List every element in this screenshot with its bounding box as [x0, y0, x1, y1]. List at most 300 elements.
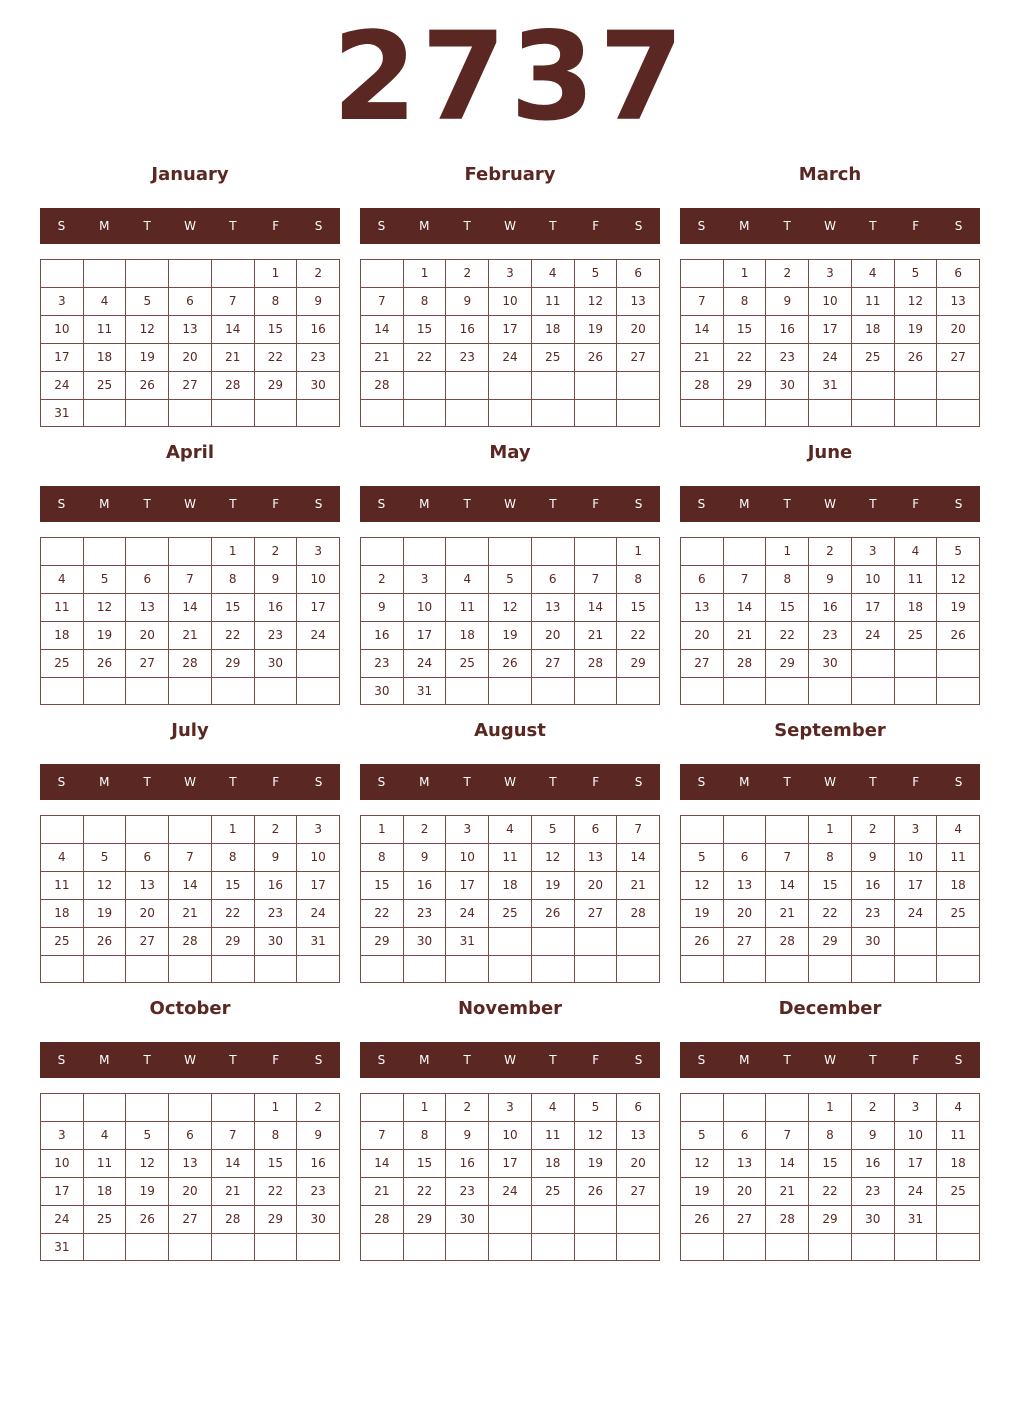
day-cell: 24	[296, 621, 339, 649]
empty-day-cell	[403, 537, 446, 565]
day-cell: 1	[360, 815, 403, 843]
empty-day-cell	[83, 1233, 126, 1261]
day-cell: 31	[808, 371, 851, 399]
weekday-label: W	[504, 219, 516, 233]
weekday-label: S	[377, 219, 386, 233]
day-cell: 29	[403, 1205, 446, 1233]
day-cell: 8	[211, 843, 254, 871]
empty-day-cell	[531, 677, 574, 705]
day-cell: 2	[254, 815, 297, 843]
weekday-label: S	[954, 1053, 963, 1067]
day-cell: 11	[894, 565, 937, 593]
day-cell: 2	[851, 815, 894, 843]
empty-day-cell	[360, 955, 403, 982]
empty-day-cell	[254, 1233, 297, 1261]
day-cell: 29	[211, 649, 254, 677]
day-cell: 21	[765, 899, 808, 927]
day-cell: 30	[765, 371, 808, 399]
weekday-label: M	[99, 497, 110, 511]
month-title: February	[464, 164, 556, 185]
empty-day-cell	[40, 955, 83, 982]
day-cell: 20	[723, 1177, 766, 1205]
weekday-header	[360, 1042, 660, 1078]
empty-day-cell	[894, 399, 937, 426]
day-cell: 2	[851, 1093, 894, 1121]
day-cell: 3	[403, 565, 446, 593]
empty-day-cell	[723, 537, 766, 565]
empty-day-cell	[531, 955, 574, 982]
day-cell: 24	[894, 899, 937, 927]
day-cell: 15	[723, 315, 766, 343]
day-cell: 20	[936, 315, 979, 343]
day-cell: 22	[403, 1177, 446, 1205]
weekday-label: W	[504, 497, 516, 511]
weekday-label: F	[912, 497, 920, 511]
empty-day-cell	[680, 1233, 723, 1260]
day-cell: 9	[403, 843, 446, 871]
month-title: November	[457, 998, 563, 1019]
day-cell: 5	[894, 259, 937, 287]
day-cell: 12	[125, 1149, 168, 1177]
weekday-label: T	[783, 219, 791, 233]
day-cell: 20	[680, 621, 723, 649]
day-cell: 7	[360, 287, 403, 315]
day-cell: 26	[125, 1205, 168, 1233]
day-cell: 17	[488, 1149, 531, 1177]
empty-day-cell	[254, 399, 297, 427]
day-cell: 12	[488, 593, 531, 621]
empty-day-cell	[616, 677, 659, 705]
weekday-label: S	[697, 1053, 706, 1067]
day-cell: 9	[360, 593, 403, 621]
empty-day-cell	[680, 815, 723, 843]
empty-day-cell	[488, 927, 531, 955]
empty-day-cell	[488, 537, 531, 565]
day-cell: 6	[574, 815, 617, 843]
empty-day-cell	[125, 1233, 168, 1261]
empty-day-cell	[680, 399, 723, 426]
day-cell: 31	[296, 927, 339, 955]
empty-day-cell	[808, 1233, 851, 1260]
weekday-label: T	[869, 1053, 877, 1067]
day-cell: 11	[531, 1121, 574, 1149]
day-cell: 8	[723, 287, 766, 315]
day-cell: 10	[296, 843, 339, 871]
day-cell: 16	[403, 871, 446, 899]
day-cell: 25	[488, 899, 531, 927]
day-cell: 5	[680, 843, 723, 871]
day-cell: 17	[808, 315, 851, 343]
day-cell: 18	[445, 621, 488, 649]
day-cell: 31	[40, 399, 83, 427]
empty-day-cell	[765, 1233, 808, 1260]
weekday-header	[40, 486, 340, 522]
day-cell: 11	[40, 871, 83, 899]
day-cell: 26	[936, 621, 979, 649]
weekday-label: S	[377, 1053, 386, 1067]
day-cell: 21	[680, 343, 723, 371]
empty-day-cell	[808, 677, 851, 704]
empty-day-cell	[168, 399, 211, 427]
weekday-label: F	[272, 1053, 280, 1067]
day-cell: 9	[445, 287, 488, 315]
day-cell: 15	[808, 1149, 851, 1177]
day-cell: 3	[445, 815, 488, 843]
day-cell: 17	[488, 315, 531, 343]
day-cell: 7	[765, 843, 808, 871]
empty-day-cell	[936, 677, 979, 704]
day-cell: 8	[765, 565, 808, 593]
weekday-label: M	[739, 219, 750, 233]
day-cell: 14	[765, 1149, 808, 1177]
empty-day-cell	[723, 1233, 766, 1260]
day-cell: 12	[680, 1149, 723, 1177]
day-cell: 16	[851, 871, 894, 899]
day-cell: 17	[40, 1177, 83, 1205]
empty-day-cell	[296, 649, 339, 677]
weekday-label: T	[229, 497, 237, 511]
month-title: January	[151, 164, 229, 185]
day-cell: 30	[296, 371, 339, 399]
weekday-label: T	[463, 775, 471, 789]
day-cell: 25	[936, 899, 979, 927]
day-cell: 12	[531, 843, 574, 871]
day-cell: 31	[40, 1233, 83, 1261]
day-cell: 19	[125, 1177, 168, 1205]
day-cell: 7	[211, 1121, 254, 1149]
day-cell: 19	[83, 899, 126, 927]
empty-day-cell	[125, 259, 168, 287]
day-cell: 7	[360, 1121, 403, 1149]
day-cell: 13	[936, 287, 979, 315]
day-cell: 20	[723, 899, 766, 927]
empty-day-cell	[125, 399, 168, 427]
empty-day-cell	[894, 927, 937, 955]
day-cell: 25	[531, 343, 574, 371]
weekday-label: M	[419, 219, 430, 233]
day-cell: 8	[254, 1121, 297, 1149]
day-cell: 24	[851, 621, 894, 649]
day-cell: 13	[168, 1149, 211, 1177]
weekday-label: S	[634, 1053, 643, 1067]
empty-day-cell	[168, 1093, 211, 1121]
empty-day-cell	[680, 1093, 723, 1121]
day-cell: 24	[488, 1177, 531, 1205]
weekday-label: T	[463, 1053, 471, 1067]
empty-day-cell	[851, 1233, 894, 1260]
empty-day-cell	[894, 1233, 937, 1260]
empty-day-cell	[445, 955, 488, 982]
day-cell: 19	[680, 1177, 723, 1205]
empty-day-cell	[765, 677, 808, 704]
day-cell: 2	[360, 565, 403, 593]
month-title: March	[798, 164, 862, 185]
day-cell: 10	[488, 287, 531, 315]
day-cell: 19	[531, 871, 574, 899]
day-cell: 10	[894, 843, 937, 871]
empty-day-cell	[616, 399, 659, 426]
weekday-label: W	[504, 1053, 516, 1067]
empty-day-cell	[40, 815, 83, 843]
day-cell: 24	[40, 1205, 83, 1233]
day-cell: 12	[894, 287, 937, 315]
day-cell: 19	[894, 315, 937, 343]
day-cell: 13	[616, 287, 659, 315]
weekday-label: F	[272, 775, 280, 789]
empty-day-cell	[616, 955, 659, 982]
day-cell: 17	[894, 1149, 937, 1177]
empty-day-cell	[211, 955, 254, 982]
day-cell: 19	[125, 343, 168, 371]
day-cell: 18	[488, 871, 531, 899]
empty-day-cell	[851, 955, 894, 982]
day-cell: 28	[168, 927, 211, 955]
empty-day-cell	[851, 677, 894, 704]
day-cell: 18	[936, 1149, 979, 1177]
day-cell: 13	[574, 843, 617, 871]
day-cell: 3	[894, 815, 937, 843]
day-cell: 22	[360, 899, 403, 927]
day-cell: 30	[360, 677, 403, 705]
day-cell: 28	[360, 371, 403, 399]
day-cell: 29	[616, 649, 659, 677]
weekday-label: S	[314, 219, 323, 233]
weekday-label: T	[869, 775, 877, 789]
empty-day-cell	[680, 677, 723, 704]
day-cell: 3	[296, 815, 339, 843]
weekday-label: S	[57, 219, 66, 233]
day-cell: 4	[445, 565, 488, 593]
day-cell: 23	[296, 343, 339, 371]
day-cell: 12	[574, 1121, 617, 1149]
day-cell: 22	[808, 1177, 851, 1205]
day-cell: 23	[254, 899, 297, 927]
weekday-label: S	[57, 775, 66, 789]
empty-day-cell	[936, 371, 979, 399]
day-cell: 18	[40, 621, 83, 649]
empty-day-cell	[83, 259, 126, 287]
empty-day-cell	[211, 1233, 254, 1261]
day-cell: 21	[616, 871, 659, 899]
day-cell: 4	[83, 287, 126, 315]
day-cell: 6	[723, 1121, 766, 1149]
empty-day-cell	[211, 259, 254, 287]
day-cell: 9	[296, 1121, 339, 1149]
days-grid	[40, 537, 340, 705]
empty-day-cell	[83, 955, 126, 982]
day-cell: 10	[40, 315, 83, 343]
day-cell: 26	[680, 1205, 723, 1233]
weekday-label: W	[504, 775, 516, 789]
weekday-label: T	[549, 497, 557, 511]
day-cell: 16	[296, 315, 339, 343]
empty-day-cell	[680, 955, 723, 982]
month-title: December	[778, 998, 882, 1019]
day-cell: 22	[808, 899, 851, 927]
empty-day-cell	[296, 399, 339, 427]
empty-day-cell	[403, 1233, 446, 1260]
empty-day-cell	[403, 955, 446, 982]
day-cell: 20	[616, 315, 659, 343]
empty-day-cell	[360, 1233, 403, 1260]
day-cell: 18	[531, 315, 574, 343]
day-cell: 1	[765, 537, 808, 565]
day-cell: 13	[723, 1149, 766, 1177]
weekday-label: F	[912, 1053, 920, 1067]
day-cell: 1	[254, 1093, 297, 1121]
day-cell: 21	[168, 899, 211, 927]
weekday-label: W	[184, 1053, 196, 1067]
weekday-header	[360, 208, 660, 244]
day-cell: 21	[574, 621, 617, 649]
day-cell: 22	[403, 343, 446, 371]
empty-day-cell	[765, 815, 808, 843]
day-cell: 30	[254, 649, 297, 677]
day-cell: 8	[616, 565, 659, 593]
empty-day-cell	[296, 1233, 339, 1261]
day-cell: 26	[531, 899, 574, 927]
day-cell: 28	[723, 649, 766, 677]
weekday-label: W	[824, 497, 836, 511]
empty-day-cell	[445, 677, 488, 705]
empty-day-cell	[723, 815, 766, 843]
day-cell: 21	[211, 343, 254, 371]
day-cell: 6	[125, 843, 168, 871]
days-grid	[360, 537, 660, 705]
empty-day-cell	[296, 677, 339, 704]
empty-day-cell	[83, 815, 126, 843]
empty-day-cell	[168, 955, 211, 982]
empty-day-cell	[445, 537, 488, 565]
day-cell: 25	[83, 371, 126, 399]
empty-day-cell	[531, 371, 574, 399]
day-cell: 3	[488, 259, 531, 287]
day-cell: 16	[360, 621, 403, 649]
empty-day-cell	[616, 1205, 659, 1233]
empty-day-cell	[360, 399, 403, 426]
day-cell: 7	[168, 843, 211, 871]
empty-day-cell	[936, 399, 979, 426]
day-cell: 17	[851, 593, 894, 621]
day-cell: 16	[445, 315, 488, 343]
day-cell: 20	[168, 343, 211, 371]
day-cell: 5	[488, 565, 531, 593]
day-cell: 11	[936, 1121, 979, 1149]
day-cell: 23	[445, 343, 488, 371]
weekday-label: F	[272, 497, 280, 511]
weekday-label: S	[697, 497, 706, 511]
day-cell: 31	[894, 1205, 937, 1233]
day-cell: 6	[616, 1093, 659, 1121]
day-cell: 27	[574, 899, 617, 927]
day-cell: 4	[936, 815, 979, 843]
empty-day-cell	[83, 677, 126, 704]
weekday-label: F	[272, 219, 280, 233]
day-cell: 4	[40, 843, 83, 871]
empty-day-cell	[360, 259, 403, 287]
day-cell: 8	[254, 287, 297, 315]
day-cell: 10	[808, 287, 851, 315]
empty-day-cell	[616, 1233, 659, 1260]
weekday-label: S	[57, 497, 66, 511]
empty-day-cell	[125, 677, 168, 704]
empty-day-cell	[531, 1233, 574, 1260]
day-cell: 31	[445, 927, 488, 955]
day-cell: 2	[765, 259, 808, 287]
empty-day-cell	[168, 259, 211, 287]
empty-day-cell	[616, 371, 659, 399]
day-cell: 22	[211, 899, 254, 927]
day-cell: 11	[40, 593, 83, 621]
weekday-label: M	[419, 1053, 430, 1067]
day-cell: 11	[851, 287, 894, 315]
day-cell: 9	[296, 287, 339, 315]
day-cell: 12	[83, 871, 126, 899]
day-cell: 19	[488, 621, 531, 649]
day-cell: 10	[488, 1121, 531, 1149]
day-cell: 5	[574, 259, 617, 287]
day-cell: 19	[680, 899, 723, 927]
day-cell: 22	[254, 343, 297, 371]
weekday-label: T	[143, 775, 151, 789]
empty-day-cell	[360, 1093, 403, 1121]
empty-day-cell	[851, 399, 894, 426]
day-cell: 14	[360, 1149, 403, 1177]
day-cell: 13	[616, 1121, 659, 1149]
day-cell: 24	[445, 899, 488, 927]
day-cell: 23	[765, 343, 808, 371]
weekday-label: M	[99, 775, 110, 789]
empty-day-cell	[894, 677, 937, 704]
day-cell: 23	[296, 1177, 339, 1205]
day-cell: 23	[445, 1177, 488, 1205]
weekday-label: S	[314, 497, 323, 511]
day-cell: 27	[616, 343, 659, 371]
day-cell: 5	[574, 1093, 617, 1121]
day-cell: 22	[765, 621, 808, 649]
empty-day-cell	[531, 1205, 574, 1233]
empty-day-cell	[531, 537, 574, 565]
day-cell: 18	[894, 593, 937, 621]
empty-day-cell	[211, 1093, 254, 1121]
day-cell: 22	[616, 621, 659, 649]
weekday-label: S	[954, 775, 963, 789]
weekday-header	[360, 764, 660, 800]
month-title: June	[807, 442, 853, 463]
day-cell: 14	[723, 593, 766, 621]
day-cell: 26	[125, 371, 168, 399]
day-cell: 23	[851, 899, 894, 927]
day-cell: 6	[936, 259, 979, 287]
day-cell: 11	[531, 287, 574, 315]
day-cell: 18	[83, 343, 126, 371]
day-cell: 25	[531, 1177, 574, 1205]
weekday-label: T	[229, 1053, 237, 1067]
day-cell: 28	[211, 371, 254, 399]
day-cell: 3	[40, 1121, 83, 1149]
empty-day-cell	[574, 399, 617, 426]
empty-day-cell	[531, 399, 574, 426]
day-cell: 19	[83, 621, 126, 649]
day-cell: 14	[765, 871, 808, 899]
month-title: August	[474, 720, 546, 741]
day-cell: 5	[531, 815, 574, 843]
empty-day-cell	[211, 399, 254, 427]
day-cell: 13	[723, 871, 766, 899]
day-cell: 5	[83, 565, 126, 593]
day-cell: 18	[83, 1177, 126, 1205]
day-cell: 25	[40, 649, 83, 677]
